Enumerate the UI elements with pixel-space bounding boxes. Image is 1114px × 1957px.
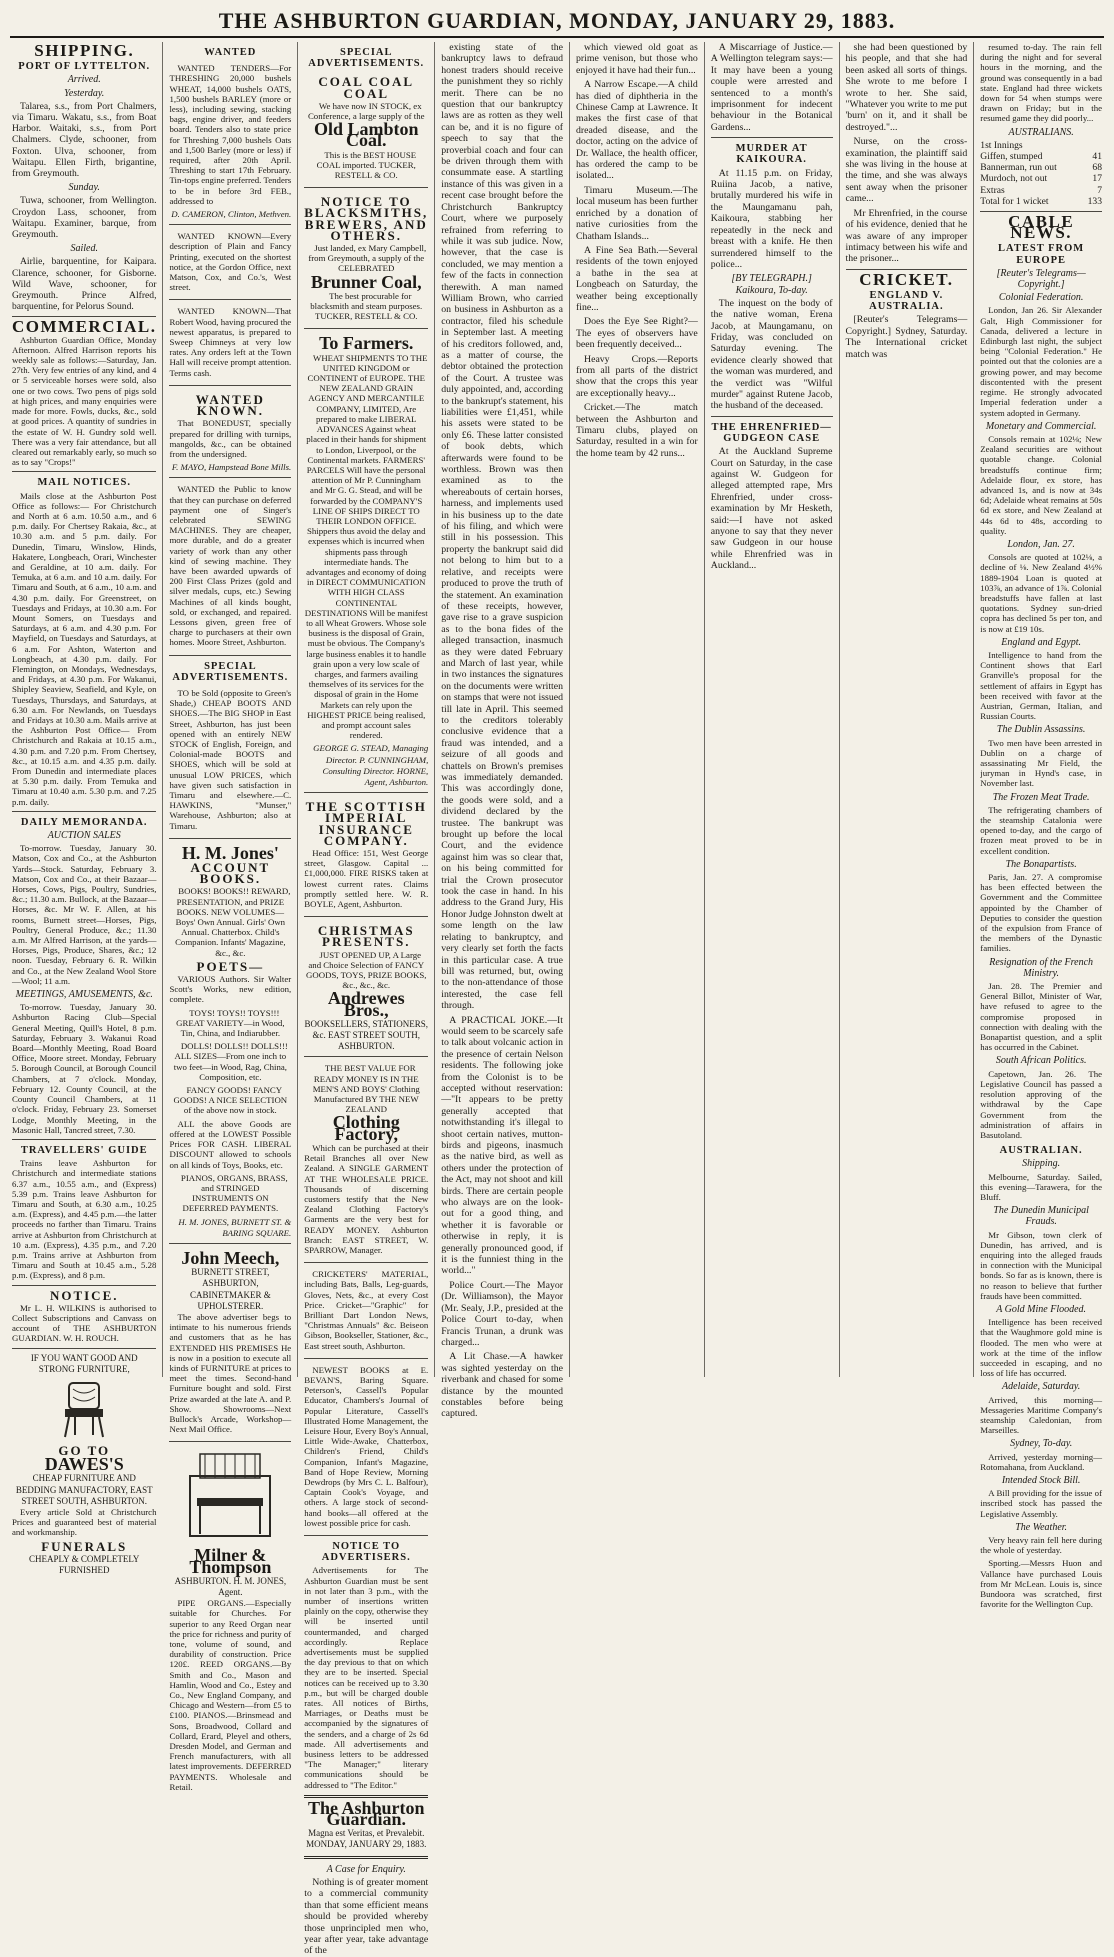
article-text: Timaru Museum.—The local museum has been further enriched by a donation of native curiosities from the Chatham Islands... <box>576 184 698 242</box>
batsman-name: Total for 1 wicket <box>980 195 1049 207</box>
paper-date: MONDAY, JANUARY 29, 1883. <box>306 1839 427 1850</box>
wanted-ad-2 <box>169 228 291 300</box>
sailed-heading: Sailed. <box>70 243 98 255</box>
subheading: The Dunedin Municipal Frauds. <box>993 1205 1089 1228</box>
special-heading-2: SPECIAL ADVERTISEMENTS. <box>308 47 425 70</box>
advertisers-text: Advertisements for The Ashburton Guardian must be sent in not later than 3 p.m., with the number of insertions written plainly on the copy, otherwise they will be inserted until countermanded, and charged accordingly. Replace advertisements must be supplied the day previous to that on which they are to be inserted. Special notices can be received up to 3.30 p.m., but will be charged double rates. All notices of Births, Marriages, or Deaths must be accompanied by the signatures of the senders, and a charge of 2s 6d made. All advertisements and business letters to be addressed "The Manager;" literary communications should be addressed to "The Editor." <box>304 1565 429 1790</box>
auction-text: To-morrow. Tuesday, January 30. Matson, Cox and Co., at the Ashburton Yards—Stock. Saturday, February 3. Matson, Cox and Co., at their Bazaar—Horses, Cows, Pigs, Poultry, Sundries, &c.; 11.30 a.m. Bullock, at the Bazaar—Horses, &c. Mr W. F. Allen, at his rooms, Burnett street—Horses, Pigs, Poultry, General Produce, &c.; 11.30 a.m. Mr Alfred Harrison, at the yards—Horses, Pigs, Produce, Shares, &c.; 12 noon. Tuesday, February 6. R. Wilkin and Co., at the New Zealand Wool Store—Wool; 11 a.m. <box>12 843 157 986</box>
port-heading: PORT OF LYTTELTON. <box>18 61 151 73</box>
books-text: BOOKS! BOOKS!! REWARD, PRESENTATION, and PRIZE BOOKS. NEW VOLUMES— Boys' Own Annual. Girls' Own Annual. Chatterbox. Child's Companion. Infants' Magazine, &c., &c. <box>175 886 291 958</box>
subheading: Intended Stock Bill. <box>1001 1475 1081 1486</box>
milner-sub: ASHBURTON. H. M. JONES, Agent. <box>174 1575 287 1597</box>
subheading: Colonial Federation. <box>998 292 1084 304</box>
column-6 <box>705 42 840 1377</box>
wanted-ad-sig: F. MAYO, Hampstead Bone Mills. <box>171 462 292 473</box>
article-text: existing state of the bankruptcy laws to defraud honest traders should receive the punishment they so richly merit. There can be no question that our bankruptcy laws are as rotten as they well can be, and it is no figure of speech to say that the proverbial coach and four can be driven through them with consummate ease. A startling instance of this was given in a recent case brought before the Christchurch Bankruptcy Court, where we purposely refrained from referring to while it was sub judice. Now, however, that the case is concluded, we may mention a few of the facts in connection therewith. A man named William Brown, who carried on business in Ashburton as a contractor, filed his schedule in September last. A meeting of his creditors followed, and, as a matter of course, the debtor obtained the protection of the Court. A trustee was duly appointed, and, according to the bankrupt's statement, his liabilities were £1,451, while his assets were stated to be only £6. These latter consisted of book debts, which afterwards were found to be worthless. Brown was then examined as to the whereabouts of certain horses, harness, and implements used in his business up to the date of his filing, and which were still in his possession. This property the bankrupt said did not belong to him but to a relative, and receipts were produced to prove the truth of the statement. An examination of these receipts, however, gave rise to a grave suspicion as to the bona fides of the alleged transaction, inasmuch as they were dated February and March of last year, while in two instances the signatures on the documents were written on stamps that were not issued till late in April. This seemed to the creditors tolerably conclusive evidence that a fraud was intended, and a seizure of all goods and chattels on Brown's premises was immediately demanded. This was accordingly done, the goods were sold, and a dividend declared by the trustee. The bankrupt was brought up before the local Court, and the evidence against him was so clear that, on his being committed for trial the Crown prosecutor took the case in hand. In his address to the Grand Jury, His Honor Judge Johnston dwelt at some length on the law relating to bankruptcy, and very clearly set forth the facts in this particular case. A true bill was returned, but, owing to the non-attendance of those interested, the case fell through. <box>441 42 564 1012</box>
subheading: England and Egypt. <box>1001 636 1081 648</box>
article-text: Consols are quoted at 102⅛, a decline of ⅛. New Zealand 4½% 1889-1904 Loan is quoted at 103⅞, an advance of 1⅞. Colonial breadstuffs have fallen at last quotations. Sydney sun-dried copra has declined 5s per ton, and is now at £19 10s. <box>980 552 1103 634</box>
column-4 <box>435 42 570 1420</box>
memoranda-heading: DAILY MEMORANDA. <box>20 816 148 828</box>
milner-title: Milner & Thompson <box>189 1545 272 1577</box>
gudgeon-heading: THE EHRENFRIED—GUDGEON CASE <box>711 421 832 444</box>
jones-ad <box>169 842 291 1244</box>
brunner-title: Brunner Coal, <box>310 271 422 292</box>
batsman-name: Giffen, stumped <box>980 151 1043 163</box>
cricket-subheading: ENGLAND V. AUSTRALIA. <box>869 289 944 313</box>
article-text: Mr Gibson, town clerk of Dunedin, has arrived, and is enquiring into the alleged frauds in connection with the Municipal bonds. So far as is known, there is no reason to believe that further frauds have been committed. <box>980 1229 1103 1301</box>
mail-text: Mails close at the Ashburton Post Office as follows:— For Christchurch and North at 6 a.m. 10.50 a.m., and 6 p.m. daily. For Chertsey Rakaia, &c., at 10.30 a.m. and 5 p.m. daily. For Dunedin, Timaru, Winslow, Hinds, Hakatere, Longbeach, Orari, Winchester and Geraldine, at 10 a.m. daily. For Temuka, at 6 a.m. and 10 a.m. daily. For Timaru and South, at 6 a.m., 10 a.m. and 4.30 p.m. daily. For Greenstreet, on Tuesdays and Fridays, at 10.30 a.m. For Mount Somers, on Tuesdays and Saturdays, at 6 a.m. and 4.30 p.m. For Mayfield, on Tuesdays and Saturdays, at 6 a.m. For Ashton, Waterton and Longbeach, at 4.30 p.m. daily. For Flemington, on Mondays, Wednesdays, and Fridays, at 4.30 p.m. For Wakanui, Shipley Seaview, Seafield, and Kyle, on Tuesdays, Thursdays, and Saturdays, at 6.30 a.m. For Newlands, on Tuesdays and Fridays at 10.30 a.m. Mails arrive at the Ashburton Post Office— From Christchurch and Rakaia at 10.15 a.m., 4.30 p.m. and 7.20 p.m. From Chertsey, &c., at 10.15 a.m. and 4.35 p.m. daily. From Dunedin and intermediate places at 5.30 p.m. daily. From Temuka and Timaru at 10.40 a.m. 5.30 p.m. and 7.25 p.m. daily. <box>12 490 157 807</box>
wanted-ad-5 <box>169 481 291 655</box>
divider <box>711 137 833 138</box>
meech-title: John Meech, <box>181 1247 280 1268</box>
batsman-runs: 17 <box>1092 173 1103 185</box>
advertisers-heading: NOTICE TO ADVERTISERS. <box>321 1541 411 1564</box>
wanted-ad-text: WANTED KNOWN—Every description of Plain and Fancy Printing, executed on the shortest notice, at the Gordon Office, next Matson, Cox, and Co.'s, West street. <box>169 231 292 293</box>
subheading: Resignation of the French Ministry. <box>989 956 1094 979</box>
paper-title: The Ashburton Guardian. <box>307 1797 425 1830</box>
dawes-title: DAWES'S <box>44 1454 124 1475</box>
scorecard <box>980 140 1102 207</box>
scottish-text: Head Office: 151, West George street, Glasgow. Capital ... £1,000,000. FIRE RISKS taken at lowest current rates. Claims promptly settled here. W. R. BOYLE, Agent, Ashburton. <box>304 848 429 910</box>
coal-text: We have now IN STOCK, ex Conference, a large supply of the <box>307 100 425 122</box>
divider <box>12 1139 156 1140</box>
article-text: Cricket.—The match between the Ashburton and Timaru clubs, played on Saturday, resulted in a win for the home team by 42 runs... <box>576 402 698 459</box>
christmas-text: JUST OPENED UP, A Large and Choice Selection of FANCY GOODS, TOYS, PRIZE BOOKS, &c., &c., &c. <box>306 949 427 991</box>
meetings-text: To-morrow. Tuesday, January 30. Ashburton Racing Club—Special General Meeting, Quill's Hotel, 8 p.m. Saturday, February 3. Wakanui Road Board—Monthly Meeting, Road Board Office, Moore street. Monday, February 5. Borough Council, at Borough Council Chambers, at 7 o'clock. Monday, February 12. County Council, at the County Council Chambers, at 11 o'clock. Friday, February 23. Somerset Lodge, Monthly Meeting, in the Masonic Hall, Tancred street, 7.30. <box>12 1002 157 1135</box>
batsman-name: Murdoch, not out <box>980 173 1048 185</box>
blacksmiths-text: Just landed, ex Mary Campbell, from Greymouth, a supply of the CELEBRATED <box>308 243 427 274</box>
mail-heading: MAIL NOTICES. <box>37 477 131 489</box>
cable-subheading: LATEST FROM EUROPE <box>998 243 1085 266</box>
batsman-name: 1st Innings <box>980 139 1023 151</box>
subheading: Monetary and Commercial. <box>985 420 1097 432</box>
article-text: A Bill providing for the issue of inscribed stock has passed the Legislative Assembly. <box>980 1488 1103 1519</box>
pianos-text: PIANOS, ORGANS, BRASS, and STRINGED INSTRUMENTS ON DEFERRED PAYMENTS. <box>180 1172 288 1214</box>
funerals-sub: CHEAPLY & COMPLETELY FURNISHED <box>29 1553 140 1575</box>
score-row <box>980 185 1102 196</box>
christmas-title: CHRISTMAS PRESENTS. <box>317 923 415 950</box>
article-text: Melbourne, Saturday. Sailed, this evening—Tarawera, for the Bluff. <box>980 1171 1103 1202</box>
murder-heading: MURDER AT KAIKOURA. <box>735 143 808 166</box>
score-row <box>980 173 1102 184</box>
article-text: Does the Eye See Right?—The eyes of observers have been frequently deceived... <box>576 316 698 351</box>
brunner-ad <box>304 191 428 329</box>
clothing-title: Clothing Factory, <box>332 1112 400 1144</box>
wanted-ad-text: That BONEDUST, specially prepared for drilling with turnips, mangolds, &c., can be obtained from the undersigned. <box>169 418 292 459</box>
fancy-text: FANCY GOODS! FANCY GOODS! A NICE SELECTION of the above now in stock. <box>173 1085 288 1116</box>
divider <box>12 1285 156 1286</box>
arrivals-text: Talarea, s.s., from Port Chalmers, via Timaru. Wakatu, s.s., from Boat Harbor. Waitaki, s.s., from Port Chalmers. Clyde, schooner, from Foxton. Ulva, schooner, from Waitapu. Ellen Firth, brigantine, from Greymouth. <box>12 100 157 180</box>
subheading: London, Jan. 27. <box>1007 538 1075 550</box>
score-row <box>980 151 1102 162</box>
wanted-ad-1 <box>169 60 291 225</box>
article-text: Intelligence to hand from the Continent shows that Earl Granville's proposal for the settlement of affairs in Egypt has been received with favor at the Austrian, German, Italian, and Russian Courts. <box>980 649 1103 722</box>
organ-icon <box>169 1446 291 1546</box>
cricketers-text: CRICKETERS' MATERIAL, including Bats, Balls, Leg-guards, Gloves, Nets, &c., at every Cost Price. Cricket—"Graphic" for Brilliant Dart London News, "Christmas Annuals" &c. Beiseon Gibson, Bookseller, Stationer, &c., East street south, Ashburton. <box>304 1269 429 1351</box>
cricket-heading: CRICKET. <box>859 269 954 289</box>
column-1 <box>6 41 163 1575</box>
pianos-sig: H. M. JONES, BURNETT ST. & BARING SQUARE. <box>178 1216 292 1238</box>
batsman-runs: 68 <box>1092 162 1103 174</box>
column-3 <box>298 42 435 1957</box>
clothing-ad <box>304 1060 428 1263</box>
column-7 <box>840 42 975 1377</box>
dawes-sub: CHEAP FURNITURE AND BEDDING MANUFACTORY, EAST STREET SOUTH, ASHBURTON. <box>15 1473 153 1506</box>
divider <box>304 1856 428 1859</box>
go-to: GO TO <box>58 1442 111 1458</box>
wanted-ad-3 <box>169 303 291 385</box>
coal-text-2: This is the BEST HOUSE COAL imported. TUCKER, RESTELL & CO. <box>316 149 417 181</box>
column-2 <box>163 42 298 1792</box>
divider <box>12 1348 156 1349</box>
jones-title: H. M. Jones' <box>181 842 279 863</box>
article-text: which viewed old goat as prime venison, but those who enjoyed it have had their fun... <box>576 42 698 76</box>
sailed-text: Airlie, barquentine, for Kaipara. Clarence, schooner, for Gisborne. Wild Wave, schooner, for Greymouth. Prince Alfred, barquentine, for Pelorus Sound. <box>12 256 157 313</box>
newest-books-ad <box>304 1362 428 1536</box>
column-5 <box>570 42 705 1377</box>
article-text: A Fine Sea Bath.—Several residents of the town enjoyed a bathe in the sea at Longbeach on Saturday, the weather being exceptionally fine... <box>576 244 698 313</box>
wanted-ad-text: WANTED KNOWN—That Robert Wood, having procured the newest apparatus, is prepared to Sweep Chimneys at very low rates. Any orders left at the Town Hall will receive prompt attention. Terms cash. <box>169 306 292 378</box>
arrived-heading: Arrived. <box>67 74 101 86</box>
cable-heading: CABLE NEWS. <box>1008 212 1075 243</box>
paper-motto: Magna est Veritas, et Prevalebit. <box>308 1828 425 1839</box>
article-text: Sporting.—Messrs Huon and Vallance have purchased Louis from Mr McLean. Louis is, since Bundoora was scratched, first favorite for the Wellington Cup. <box>980 1558 1103 1610</box>
funerals-title: FUNERALS <box>41 1538 128 1554</box>
article-text: The refrigerating chambers of the steamship Catalonia were opened to-day, and the cargo of frozen meat proved to be in excellent condition. <box>980 804 1103 856</box>
subheading: The Frozen Meat Trade. <box>992 791 1090 803</box>
reuter-line: [Reuter's Telegrams—Copyright.] <box>996 267 1086 291</box>
subheading: The Dublin Assassins. <box>996 724 1086 736</box>
special-heading: SPECIAL ADVERTISEMENTS. <box>172 660 289 683</box>
scottish-title: THE SCOTTISH IMPERIAL INSURANCE COMPANY. <box>305 799 427 848</box>
newest-books-text: NEWEST BOOKS at E. BEVAN'S, Baring Square. Peterson's, Cassell's Popular Educator, Chambers's Journal of Popular Literature, Cassell's Illustrated Home Management, the Leisure Hour, Every Boy's Annual, Little Wide-Awake, Chatterbox, Children's Friend, Child's Companion, Infant's Magazine, Band of Hope Review, Morning Dewdrops (by Mrs C. L. Balfour), Captain Cook's Voyage, and others. A large stock of second-hand books—all offered at the lowest possible price for cash. <box>304 1364 429 1528</box>
poets-text: VARIOUS Authors. Sir Walter Scott's Works, new edition, complete. <box>169 974 292 1005</box>
score-row <box>980 196 1102 207</box>
batsman-name: Extras <box>980 184 1005 196</box>
christmas-ad <box>304 920 428 1057</box>
meech-sub: BURNETT STREET, ASHBURTON, CABINETMAKER & UPHOLSTERER. <box>189 1267 271 1311</box>
column-8 <box>974 42 1108 1610</box>
article-text: Jan. 28. The Premier and General Billot, Minister of War, have refused to agree to the compromise proposed in connection with dealing with the Bonapartist question, and a split has occurred in the Cabinet. <box>980 981 1103 1053</box>
subheading: A Gold Mine Flooded. <box>996 1303 1087 1315</box>
wanted-ad-text: WANTED the Public to know that they can purchase on deferred payment one of Singer's celebrated SEWING MACHINES. They are cheaper, more durable, and do a greater variety of work than any other kind of sewing machine. They have been awarded upwards of 200 First Class Prizes (gold and silver medals, cups, etc.) Sewing Machines of all kinds bought, sold, or exchanged, and repaired. Lessons given, green free of charge to purchasers at their own homes. Moore Street, Ashburton. <box>169 484 292 648</box>
dolls-text: DOLLS! DOLLS!! DOLLS!!! ALL SIZES—From one inch to two feet—in Wood, Rag, China, Composition, etc. <box>173 1041 288 1082</box>
murder-text: At 11.15 p.m. on Friday, Ruiina Jacob, a native, brutally murdered his wife in the Maungamanu pah, Kaikoura, stabbing her repeatedly in the neck and breast with a knife. He then surrendered himself to the police... <box>710 167 833 270</box>
boots-ad <box>169 685 291 839</box>
leader-heading: A Case for Enquiry. <box>326 1863 406 1875</box>
article-text: London, Jan 26. Sir Alexander Galt, High Commissioner for Canada, delivered a lecture in Edinburgh last night, the subject being "Colonial Federation." He pointed out that the colonies are a growing power, and may become discontented with the present regime. He strongly advocated Imperial federation under a system adopted in Germany. <box>980 305 1103 418</box>
fancy-details: ALL the above Goods are offered at the LOWEST Possible Prices FOR CASH. LIBERAL DISCOUNT allowed to schools on all kinds of Toys, Books, etc. <box>169 1118 292 1170</box>
coal-title: COAL COAL COAL <box>318 74 415 101</box>
telegraph-heading: [BY TELEGRAPH.] Kaikoura, To-day. <box>731 273 812 296</box>
toys-text: TOYS! TOYS!! TOYS!!! GREAT VARIETY—in Wood, Tin, China, and Indiarubber. <box>176 1007 285 1039</box>
andrewes-sub: BOOKSELLERS, STATIONERS, &c. EAST STREET SOUTH, ASHBURTON. <box>304 1018 429 1052</box>
blacksmiths-title: NOTICE TO BLACKSMITHS, BREWERS, AND OTHERS. <box>304 194 429 243</box>
gudgeon-text: At the Auckland Supreme Court on Saturday, in the case against W. Gudgeon for alleged attempted rape, Mrs Ehrenfried, under cross-examination by Mr Hesketh, said:—I have not asked anyone to say that they never saw Gudgeon in our house while Ehrenfried was in Auckland... <box>710 446 833 572</box>
travellers-text: Trains leave Ashburton for Christchurch and intermediate stations 6.37 a.m., 10.55 a.m., and (Express) 5.39 p.m. Trains leave Ashburton for Timaru and South, at 6.30 a.m., 10.25 a.m. (Express), and 4.45 p.m.—the latter proceeds no farther than Timaru. Trains arrive at Ashburton from Christchurch at 10 a.m. (Express), 4.35 p.m., and 7.20 p.m. Trains arrive at Ashburton from Timaru and South at 10.45 a.m., 5.28 p.m. (Express), and 8 p.m. <box>12 1158 157 1281</box>
furniture-lead: IF YOU WANT GOOD AND STRONG FURNITURE, <box>30 1352 138 1374</box>
meech-text: The above advertiser begs to intimate to his numerous friends and customers that as he has EXTENDED HIS PREMISES He is now in a position to execute all kinds of FURNITURE at prices to meet the times. Second-hand Furniture bought and sold. First Prize awarded at the late A. and P. Show. Showrooms—Next Bullock's Arcade, Workshop—Next Mail Office. <box>169 1311 292 1435</box>
commercial-heading: COMMERCIAL. <box>12 317 157 337</box>
article-text: she had been questioned by his people, and that she had been asked all sorts of things. She wrote to me before I wrote to her. She said, "Whatever you write to me put 'burn' on it, and it shall be destroyed."... <box>845 42 968 133</box>
farmers-sig: GEORGE G. STEAD, Managing Director. P. CUNNINGHAM, Consulting Director. HORNE, Agent, Ashburton. <box>313 743 429 787</box>
coal-ad <box>304 71 428 188</box>
columns <box>6 41 1108 1957</box>
batsman-runs: 7 <box>1097 184 1103 196</box>
subheading: The Weather. <box>1015 1521 1068 1533</box>
article-text: Consols remain at 102⅛; New Zealand securities are without quotable change. Colonial breadstuffs continue firm; Adelaide flour, ex store, has advanced 1s, and is now at 34s 6d; Adelaide wheat remains at 50s 6d ex store, and New Zealand at 44s 6d to 48s, according to quality. <box>980 433 1103 536</box>
batsman-name: Bannerman, run out <box>980 162 1057 174</box>
wanted-ad-sig: D. CAMERON, Clinton, Methven. <box>171 209 292 220</box>
article-text: Mr Ehrenfried, in the course of his evidence, denied that he was aware of any improper intimacy between his wife and the prisoner... <box>845 207 968 265</box>
article-text: Arrived, this morning—Messageries Maritime Company's steamship Caledonian, from Marseilles. <box>980 1394 1103 1436</box>
wanted-ad-4 <box>169 389 291 478</box>
divider <box>711 416 833 417</box>
commercial-text: Ashburton Guardian Office, Monday Afternoon. Alfred Harrison reports his weekly sale as follows:—Saturday, Jan. 27th. Very few entries of any kind, and 4 or 5 serviceable horses were sold, also one or two cows. Two pens of pigs sold at high prices, and many enquiries were made for more. Fowls, ducks, &c., sold at good prices. A quantity of sundries in the estate of W. H. Gundry sold well. There was a very fair attendance, but all cleared out remarkably early, so much so as to say "Crops!" <box>12 334 157 468</box>
meech-ad <box>169 1247 291 1442</box>
andrewes-title: Andrewes Bros., <box>327 988 405 1020</box>
article-text: Two men have been arrested in Dublin on a charge of assassinating Mr Field, the juryman in Hynd's case, in November last. <box>980 737 1103 789</box>
notice-text: Mr L. H. WILKINS is authorised to Collect Subscriptions and Canvass on account of THE ASHBURTON GUARDIAN. W. H. ROUCH. <box>12 1302 157 1344</box>
travellers-heading: TRAVELLERS' GUIDE <box>20 1144 148 1156</box>
article-text: A Miscarriage of Justice.—A Wellington telegram says:—It may have been a young couple were arrested and sentenced to a month's imprisonment for indecent behaviour in the Botanical Gardens... <box>710 42 833 133</box>
poets-title: POETS— <box>196 958 265 974</box>
dawes-foot: Every article Sold at Christchurch Prices and guaranteed best of material and workmanship. <box>12 1506 157 1538</box>
notice-heading: NOTICE. <box>49 1287 119 1303</box>
farmers-ad <box>304 332 428 793</box>
cricketers-ad <box>304 1266 428 1359</box>
article-text: Heavy Crops.—Reports from all parts of the district show that the crops this year are exceptionally heavy... <box>576 353 698 399</box>
farmers-text: WHEAT SHIPMENTS TO THE UNITED KINGDOM or CONTINENT of EUROPE. THE NEW ZEALAND GRAIN AGENCY AND MERCANTILE COMPANY, LIMITED, Are prepared to make LIBERAL ADVANCES Against wheat placed in their hands for shipment to London, Liverpool, or the Continental markets. FARMERS' PARCELS Will have the personal attention of Mr P. Cunningham and Mr G. G. Stead, and will be forwarded by the COMPANY'S LINE OF SHIPS DIRECT TO THEIR LONDON OFFICE. Shippers thus avoid the delay and expenses which is incurred when shipments pass through intermediate hands. The advantages and economy of doing in DIRECT COMMUNICATION WITH HIGH CLASS CONTINENTAL DESTINATIONS Will be manifest to all Wheat Growers. Whose sole business is the disposal of Grain, must be obvious. The Company's large business enables it to handle grain upon a very low scale of charges, and farmers availing themselves of its services for the disposal of grain in the Home Markets can rely upon the HIGHEST PRICE being realised, and prompt account sales rendered. <box>304 352 428 741</box>
article-text: A PRACTICAL JOKE.—It would seem to be scarcely safe to talk about volcanic action in the presence of certain Nelson residents. The following joke from the Colonist is to be accepted without reservation:—"It appears to be pretty generally accepted that notwithstanding it's illegal to shoot certain natives, mutton-birds and pigeons, inasmuch as the native bird, as well as others under the protection of the Act, may not shoot and kill birds. There are certain people who always are on the look-out for a good thing, and whether it is favorable or otherwise in reply, it is generally pronounced good, if it is the funniest thing in the world..." <box>441 1014 564 1277</box>
old-lambton-title: Old Lambton Coal. <box>313 119 419 151</box>
wanted-heading: WANTED <box>204 47 257 58</box>
wanted-ad-title: WANTED KNOWN. <box>195 391 265 419</box>
australians-heading: AUSTRALIANS. <box>1008 126 1074 138</box>
article-text: Police Court.—The Mayor (Dr. Williamson), the Mayor (Mr. Sealy, J.P., presided at the Police Court to-day, when Francis Trunan, a drunk was charged... <box>441 1279 564 1348</box>
subheading: South African Politics. <box>995 1055 1087 1067</box>
article-text: Paris, Jan. 27. A compromise has been effected between the Government and the Committee appointed by the Chamber of Deputies to consider the question of the expulsion from France of the members of the Dynastic families. <box>980 872 1103 954</box>
sunday-text: Tuwa, schooner, from Wellington. Croydon Lass, schooner, from Waitapu. Examiner, barque, from Greymouth. <box>12 195 157 241</box>
shipping-heading: SHIPPING. <box>34 41 135 60</box>
wanted-ad-text: WANTED TENDERS—For THRESHING 20,000 bushels WHEAT, 14,000 bushels OATS, 1,500 bushels BARLEY (more or less), including sewing, stacking bags, engine driver, and feeders board. Tenders also to state price for Threshing 7,000 bushels Oats and 1,500 Barley (more or less) if required, after 20th April. Threshing to start 17th February. Tin-tops engine preferred. Tenders to be in before 3rd FEB., addressed to <box>169 63 292 206</box>
australian-heading: AUSTRALIAN. <box>999 1145 1083 1157</box>
batsman-runs: 133 <box>1087 195 1103 207</box>
meetings-heading: MEETINGS, AMUSEMENTS, &c. <box>15 989 153 1001</box>
telegraph-text: The inquest on the body of the native woman, Erena Jacob, at Maungamanu, on Friday, was concluded on Saturday evening. The evidence clearly showed that the woman was murdered, and the verdict was "Wilful murder" against Rutene Jacob, the husband of the deceased. <box>710 297 833 412</box>
leader-text: Nothing is of greater moment to a commercial community than that some efficient means should be provided whereby those unprincipled men who, year after year, take advantage of the <box>304 1876 429 1957</box>
cricket-text: [Reuter's Telegrams—Copyright.] Sydney, Saturday. The International cricket match was <box>845 314 968 360</box>
brunner-text: The best procurable for blacksmith and steam purposes. TUCKER, RESTELL & CO. <box>310 290 423 322</box>
score-row <box>980 162 1102 173</box>
milner-text: PIPE ORGANS.—Especially suitable for Churches. For superior to any Reed Organ near the price for richness and purity of tone, volume of sound, and durability of construction. Price 120£. REED ORGANS.—By Smith and Co., Mason and Hamlin, Wood and Co., Estey and Co., New England Company, and Chicago and Western—from £5 to £100. PIANOS.—Brinsmead and Sons, Broadwood, Collard and Collard, Erard, Pleyel and others, Dresden Model, and German and French manufacturers, with all latest improvements. DEFERRED PAYMENTS. Wholesale and Retail. <box>169 1598 292 1792</box>
yesterday-heading: Yesterday. <box>64 87 105 99</box>
subheading: Shipping. <box>1022 1158 1061 1170</box>
ready-money-text: THE BEST VALUE FOR READY MONEY IS IN THE MEN'S AND BOYS' Clothing Manufactured BY THE NEW ZEALAND <box>312 1063 420 1115</box>
subheading: Sydney, To-day. <box>1010 1438 1073 1450</box>
farmers-title: To Farmers. <box>319 333 414 354</box>
article-text: Arrived, yesterday morning—Rotomahana, from Auckland. <box>980 1451 1103 1472</box>
score-row <box>980 140 1102 151</box>
article-text: Capetown, Jan. 26. The Legislative Council has passed a resolution approving of the withdrawal by the Cape Government from the administration of affairs in Basutoland. <box>980 1068 1103 1140</box>
article-text: Intelligence has been received that the Waughmore gold mine is flooded. The men who were at work at the time of the inflow succeeded in escaping, and no loss of life has occurred. <box>980 1317 1103 1379</box>
boots-text: TO be Sold (opposite to Green's Shade,) CHEAP BOOTS AND SHOES.—The BIG SHOP in East Street, Ashburton, has just been opened with an entirely NEW STOCK of English, Foreign, and Colonial-made BOOTS and SHOES, which will be sold at unusual LOW PRICES, which have given such satisfaction in Timaru and elsewhere.—C. HAWKINS, "Munser," Warehouse, Ashburton; also at Timaru. <box>169 687 292 831</box>
article-text: resumed to-day. The rain fell during the night and for several hours in the morning, and the ground was consequently in a bad state. England had three wickets down for 54 when stumps were drawn on Friday; but in the resumed game they did poorly... <box>980 42 1103 124</box>
jones-sub: ACCOUNT BOOKS. <box>190 860 271 887</box>
article-text: A Lit Chase.—A hawker was sighted yesterday on the riverbank and chased for some distance by the mounted constables before being captured. <box>441 1351 564 1420</box>
masthead: THE ASHBURTON GUARDIAN, MONDAY, JANUARY 29, 1883. <box>10 6 1104 38</box>
clothing-text: Which can be purchased at their Retail Branches all over New Zealand. A SINGLE GARMENT AT THE WHOLESALE PRICE. Thousands of discerning customers testify that the New Zealand Clothing Factory's Garments are the very best for READY MONEY. Ashburton Branch: EAST STREET, W. SPARROW, Manager. <box>304 1142 429 1255</box>
chair-icon <box>12 1379 156 1441</box>
article-text: Nurse, on the cross-examination, the plaintiff said she was living in the house at the time, and she was always sent away when the prisoner came... <box>845 136 968 205</box>
divider <box>12 811 156 812</box>
batsman-runs: 41 <box>1092 151 1103 163</box>
sunday-heading: Sunday. <box>68 182 100 194</box>
scottish-ad <box>304 796 428 917</box>
divider <box>12 471 156 472</box>
article-text: A Narrow Escape.—A child has died of diphtheria in the Chinese Camp at Lawrence. It makes the first case of that dreaded disease, and the doctor, acting on the advice of Dr. Wallace, the health officer, has ordered the camp to be isolated... <box>576 79 698 182</box>
article-text: Very heavy rain fell here during the whole of yesterday. <box>980 1535 1103 1556</box>
auction-heading: AUCTION SALES <box>47 830 121 842</box>
subheading: The Bonapartists. <box>1005 858 1077 870</box>
subheading: Adelaide, Saturday. <box>1002 1381 1081 1393</box>
